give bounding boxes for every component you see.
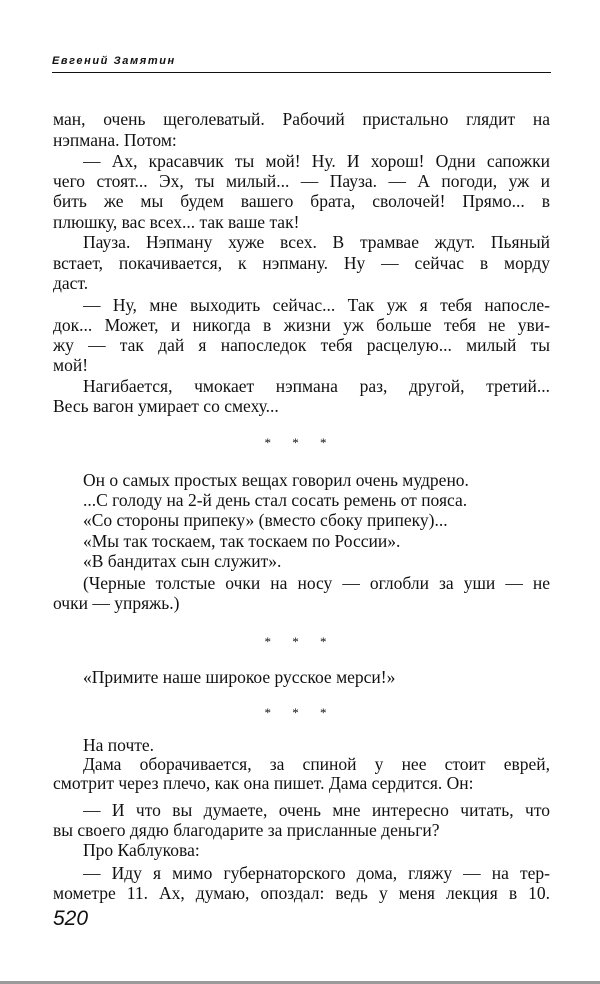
text-line: На почте. — [83, 735, 155, 755]
text-line: вы своего дядю благодарите за присланные деньги? — [53, 820, 440, 840]
text-line: ...С голоду на 2-й день стал сосать ремень от пояса. — [83, 490, 468, 510]
running-header: Евгений Замятин — [52, 55, 176, 67]
text-line: нэпмана. Потом: — [53, 130, 177, 150]
text-line: «Со стороны припеку» (вместо сбоку припеку)... — [83, 510, 448, 530]
text-line: даст. — [53, 273, 89, 293]
text-line: Весь вагон умирает со смеху... — [53, 396, 279, 416]
text-line: встает, покачивается, к нэпману. Ну — сейчас в морду — [53, 253, 550, 273]
text-line: — Иду я мимо губернаторского дома, гляжу — на тер- — [83, 863, 550, 883]
text-line: — И что вы думаете, очень мне интересно читать, что — [83, 800, 550, 820]
text-line: Пауза. Нэпману хуже всех. В трамвае ждут. Пьяный — [83, 232, 550, 252]
text-line: плюшку, вас всех... так ваше так! — [53, 212, 300, 232]
text-line: жу — так дай я напоследок тебя расцелую... милый ты — [53, 335, 550, 355]
text-line: Дама оборачивается, за спиной у нее стоит еврей, — [83, 754, 550, 774]
text-line: — Ах, красавчик ты мой! Ну. И хорош! Одни сапожки — [83, 151, 550, 171]
text-line: Он о самых простых вещах говорил очень мудрено. — [83, 470, 469, 490]
text-line: смотрит через плечо, как она пишет. Дама сердится. Он: — [53, 773, 474, 793]
text-line: очки — упряжь.) — [53, 593, 180, 613]
section-separator: * * * — [264, 634, 336, 649]
text-line: ман, очень щеголеватый. Рабочий пристально глядит на — [53, 109, 550, 129]
header-rule — [52, 72, 551, 73]
text-line: «Мы так тоскаем, так тоскаем по России». — [83, 531, 401, 551]
text-line: — Ну, мне выходить сейчас... Так уж я тебя напосле- — [83, 295, 550, 315]
text-line: бить же мы будем вашего брата, сволочей! Прямо... в — [53, 191, 550, 211]
text-line: «В бандитах сын служит». — [83, 551, 282, 571]
text-line: (Черные толстые очки на носу — оглобли за уши — не — [83, 573, 550, 593]
text-line: «Примите наше широкое русское мерси!» — [83, 667, 396, 687]
page-number: 520 — [53, 907, 89, 930]
text-line: чего стоят... Эх, ты милый... — Пауза. — А погоди, уж и — [53, 171, 550, 191]
text-line: мометре 11. Ах, думаю, опоздал: ведь у меня лекция в 10. — [53, 883, 550, 903]
text-line: мой! — [53, 355, 89, 375]
text-line: док... Может, и никогда в жизни уж больше тебя не уви- — [53, 315, 550, 335]
section-separator: * * * — [264, 435, 336, 450]
section-separator: * * * — [264, 705, 336, 720]
text-line: Про Каблукова: — [83, 840, 200, 860]
text-line: Нагибается, чмокает нэпмана раз, другой, третий... — [83, 376, 550, 396]
